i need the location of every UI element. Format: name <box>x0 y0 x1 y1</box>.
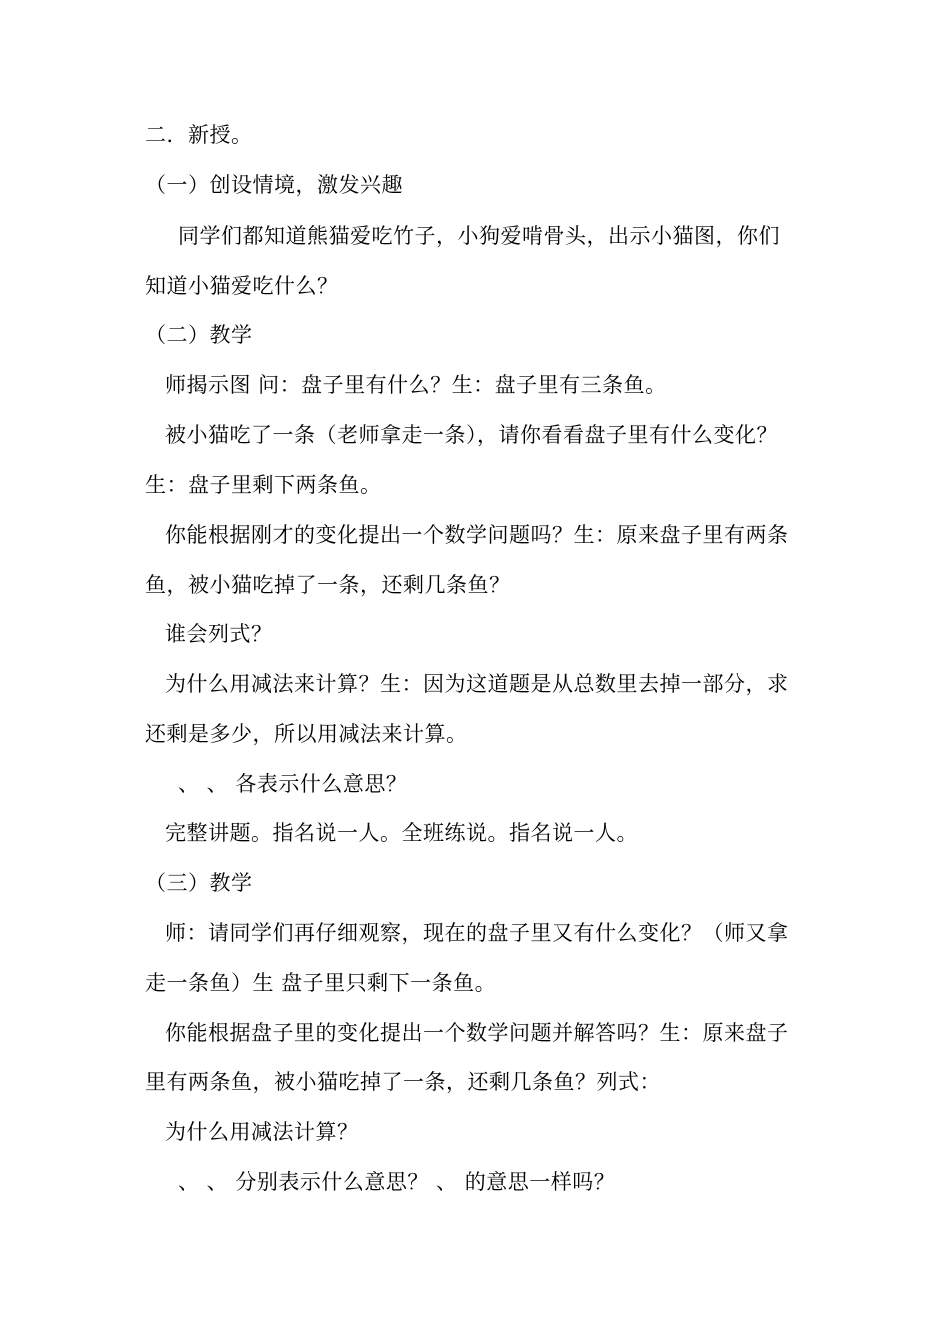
paragraph-line: 师揭示图 问：盘子里有什么？生：盘子里有三条鱼。 <box>165 373 667 397</box>
paragraph-line: 为什么用减法来计算？生：因为这道题是从总数里去掉一部分，求 <box>165 672 789 696</box>
paragraph-line: 你能根据盘子里的变化提出一个数学问题并解答吗？生：原来盘子 <box>165 1021 789 1045</box>
paragraph-line: 完整讲题。指名说一人。全班练说。指名说一人。 <box>165 821 638 845</box>
subsection-heading-1: （一）创设情境，激发兴趣 <box>145 173 403 197</box>
paragraph-line: 鱼，被小猫吃掉了一条，还剩几条鱼？ <box>145 573 511 597</box>
paragraph-line: 还剩是多少，所以用减法来计算。 <box>145 722 468 746</box>
paragraph-line: 同学们都知道熊猫爱吃竹子，小狗爱啃骨头，出示小猫图，你们 <box>178 224 780 248</box>
paragraph-line: 谁会列式？ <box>165 622 273 646</box>
paragraph-line: 你能根据刚才的变化提出一个数学问题吗？生：原来盘子里有两条 <box>165 523 789 547</box>
subsection-heading-3: （三）教学 <box>145 871 253 895</box>
paragraph-line: 被小猫吃了一条（老师拿走一条），请你看看盘子里有什么变化？ <box>165 423 778 447</box>
paragraph-line: 、 、 分别表示什么意思？ 、 的意思一样吗？ <box>178 1170 616 1194</box>
paragraph-line: 、 、 各表示什么意思？ <box>178 772 408 796</box>
paragraph-line: 知道小猫爱吃什么？ <box>145 274 339 298</box>
paragraph-line: 走一条鱼）生 盘子里只剩下一条鱼。 <box>145 971 497 995</box>
paragraph-line: 师：请同学们再仔细观察，现在的盘子里又有什么变化？（师又拿 <box>165 921 789 945</box>
paragraph-line: 生：盘子里剩下两条鱼。 <box>145 473 382 497</box>
paragraph-line: 里有两条鱼，被小猫吃掉了一条，还剩几条鱼？列式： <box>145 1070 661 1094</box>
section-heading-new-lesson: 二．新授。 <box>145 123 253 147</box>
paragraph-line: 为什么用减法计算？ <box>165 1120 359 1144</box>
subsection-heading-2: （二）教学 <box>145 323 253 347</box>
